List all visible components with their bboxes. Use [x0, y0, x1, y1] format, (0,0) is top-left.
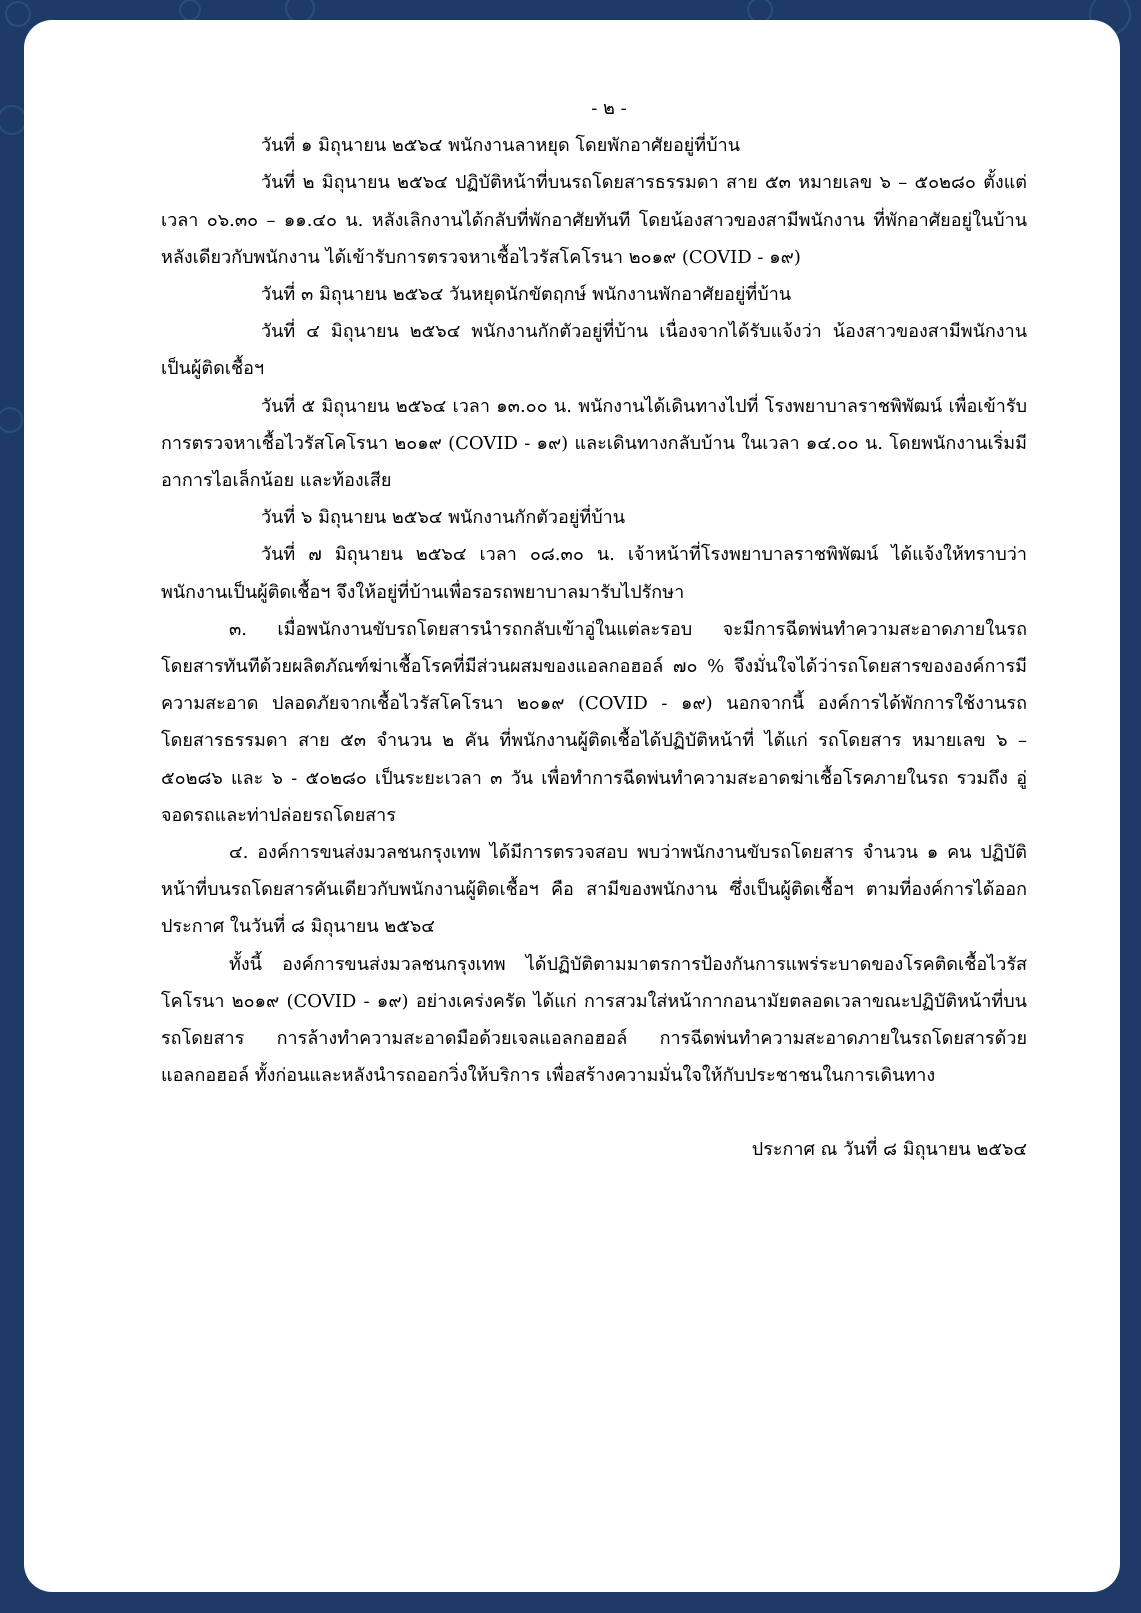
- closing-paragraph: ทั้งนี้ องค์การขนส่งมวลชนกรุงเทพ ได้ปฏิบัติตามมาตรการป้องกันการแพร่ระบาดของโรคติดเชื้อไวรัสโคโรนา ๒๐๑๙ (COVID - ๑๙) อย่างเคร่งครัด ได้แก่ การสวมใส่หน้ากากอนามัยตลอดเวลาขณะปฏิบัติหน้าที่บนรถโดยสาร การล้างทำความสะอาดมือด้วยเจลแอลกอฮอล์ การฉีดพ่นทำความสะอาดภายในรถโดยสารด้วยแอลกอฮอล์ ทั้งก่อนและหลังนำรถออกวิ่งให้บริการ เพื่อสร้างความมั่นใจให้กับประชาชนในการเดินทาง: [161, 953, 1027, 1087]
- paragraph-june-1: วันที่ ๑ มิถุนายน ๒๕๖๔ พนักงานลาหยุด โดยพักอาศัยอยู่ที่บ้าน: [261, 135, 741, 157]
- paragraph-june-4: วันที่ ๔ มิถุนายน ๒๕๖๔ พนักงานกักตัวอยู่ที่บ้าน เนื่องจากได้รับแจ้งว่า น้องสาวของสามีพนักงาน เป็นผู้ติดเชื้อฯ: [161, 321, 1027, 380]
- item-4: ๔. องค์การขนส่งมวลชนกรุงเทพ ได้มีการตรวจสอบ พบว่าพนักงานขับรถโดยสาร จำนวน ๑ คน ปฏิบัติหน้าที่บนรถโดยสารคันเดียวกับพนักงานผู้ติดเชื้อฯ คือ สามีของพนักงาน ซึ่งเป็นผู้ติดเชื้อฯ ตามที่องค์การได้ออกประกาศ ในวันที่ ๘ มิถุนายน ๒๕๖๔: [161, 842, 1027, 938]
- item-3: ๓. เมื่อพนักงานขับรถโดยสารนำรถกลับเข้าอู่ในแต่ละรอบ จะมีการฉีดพ่นทำความสะอาดภายในรถโดยสารทันทีด้วยผลิตภัณฑ์ฆ่าเชื้อโรคที่มีส่วนผสมของแอลกอฮอล์ ๗๐ % จึงมั่นใจได้ว่ารถโดยสารขององค์การมีความสะอาด ปลอดภัยจากเชื้อไวรัสโคโรนา ๒๐๑๙ (COVID - ๑๙) นอกจากนี้ องค์การได้พักการใช้งานรถโดยสารธรรมดา สาย ๕๓ จำนวน ๒ คัน ที่พนักงานผู้ติดเชื้อได้ปฏิบัติหน้าที่ ได้แก่ รถโดยสาร หมายเลข ๖ – ๕๐๒๘๖ และ ๖ - ๕๐๒๘๐ เป็นระยะเวลา ๓ วัน เพื่อทำการฉีดพ่นทำความสะอาดฆ่าเชื้อโรคภายในรถ รวมถึง อู่จอดรถและท่าปล่อยรถโดยสาร: [161, 618, 1027, 826]
- document-body: [161, 90, 1027, 1169]
- announcement-date: ประกาศ ณ วันที่ ๘ มิถุนายน ๒๕๖๔: [751, 1139, 1027, 1161]
- paragraph-june-5: วันที่ ๕ มิถุนายน ๒๕๖๔ เวลา ๑๓.๐๐ น. พนักงานได้เดินทางไปที่ โรงพยาบาลราชพิพัฒน์ เพื่อเข้ารับการตรวจหาเชื้อไวรัสโคโรนา ๒๐๑๙ (COVID - ๑๙) และเดินทางกลับบ้าน ในเวลา ๑๔.๐๐ น. โดยพนักงานเริ่มมีอาการไอเล็กน้อย และท้องเสีย: [161, 395, 1027, 492]
- paragraph-june-6: วันที่ ๖ มิถุนายน ๒๕๖๔ พนักงานกักตัวอยู่ที่บ้าน: [261, 507, 626, 529]
- paragraph-june-7: วันที่ ๗ มิถุนายน ๒๕๖๔ เวลา ๐๘.๓๐ น. เจ้าหน้าที่โรงพยาบาลราชพิพัฒน์ ได้แจ้งให้ทราบว่า พนักงานเป็นผู้ติดเชื้อฯ จึงให้อยู่ที่บ้านเพื่อรอรถพยาบาลมารับไปรักษา: [161, 544, 1027, 603]
- page-number: - ๒ -: [591, 98, 627, 119]
- paragraph-june-3: วันที่ ๓ มิถุนายน ๒๕๖๔ วันหยุดนักขัตฤกษ์ พนักงานพักอาศัยอยู่ที่บ้าน: [261, 284, 792, 306]
- paragraph-june-2: วันที่ ๒ มิถุนายน ๒๕๖๔ ปฏิบัติหน้าที่บนรถโดยสารธรรมดา สาย ๕๓ หมายเลข ๖ – ๕๐๒๘๐ ตั้งแต่เวลา ๐๖.๓๐ – ๑๑.๔๐ น. หลังเลิกงานได้กลับที่พักอาศัยทันที โดยน้องสาวของสามีพนักงาน ที่พักอาศัยอยู่ในบ้านหลังเดียวกับพนักงาน ได้เข้ารับการตรวจหาเชื้อไวรัสโคโรนา ๒๐๑๙ (COVID - ๑๙): [161, 172, 1027, 268]
- document-page: [24, 20, 1120, 1592]
